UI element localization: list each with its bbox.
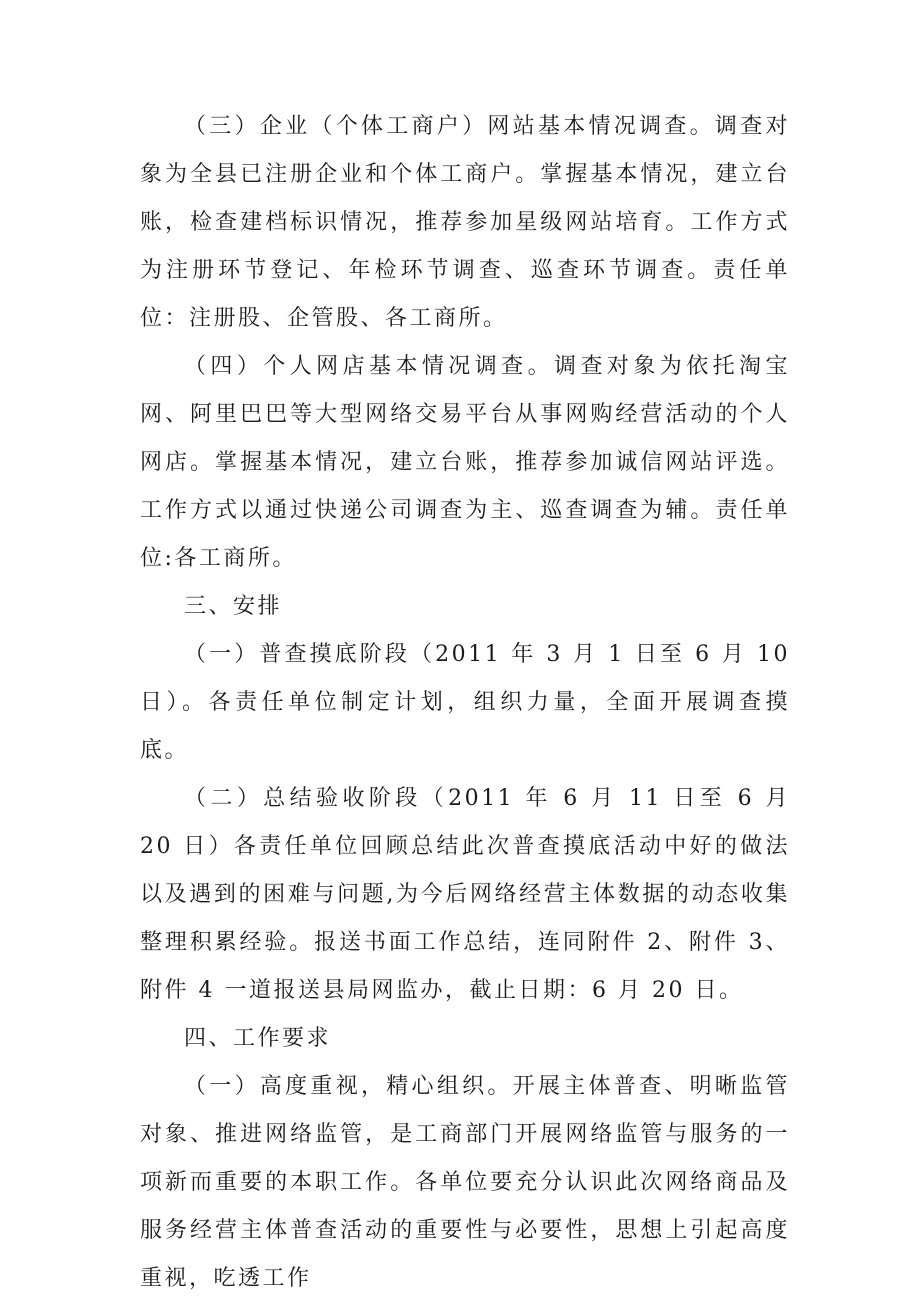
paragraph-requirement-importance: （一）高度重视，精心组织。开展主体普查、明晰监管对象、推进网络监管，是工商部门开展网络监管与服务的一项新而重要的本职工作。各单位要充分认识此次网络商品及服务经营主体普查活动的重要性与必要性，思想上引起高度重视，吃透工作	[140, 1074, 790, 1291]
paragraph-stage-survey: （一）普查摸底阶段（2011 年 3 月 1 日至 6 月 10 日）。各责任单位制定计划，组织力量，全面开展调查摸底。	[140, 642, 790, 763]
document-page	[140, 103, 790, 1303]
section-heading-arrangement: 三、安排	[184, 594, 283, 619]
paragraph-stage-summary: （二）总结验收阶段（2011 年 6 月 11 日至 6 月 20 日）各责任单位回顾总结此次普查摸底活动中好的做法以及遇到的困难与问题,为今后网络经营主体数据的动态收集整理积累经验。报送书面工作总结，连同附件 2、附件 3、附件 4 一道报送县局网监办，截止日期：6 月 20 日。	[140, 786, 790, 1003]
section-heading-requirements: 四、工作要求	[184, 1026, 332, 1051]
paragraph-survey-personal-shops: （四）个人网店基本情况调查。调查对象为依托淘宝网、阿里巴巴等大型网络交易平台从事网购经营活动的个人网店。掌握基本情况，建立台账，推荐参加诚信网站评选。工作方式以通过快递公司调查为主、巡查调查为辅。责任单位:各工商所。	[140, 354, 790, 571]
paragraph-survey-enterprise-websites: （三）企业（个体工商户）网站基本情况调查。调查对象为全县已注册企业和个体工商户。掌握基本情况，建立台账，检查建档标识情况，推荐参加星级网站培育。工作方式为注册环节登记、年检环节调查、巡查环节调查。责任单位：注册股、企管股、各工商所。	[140, 114, 790, 331]
